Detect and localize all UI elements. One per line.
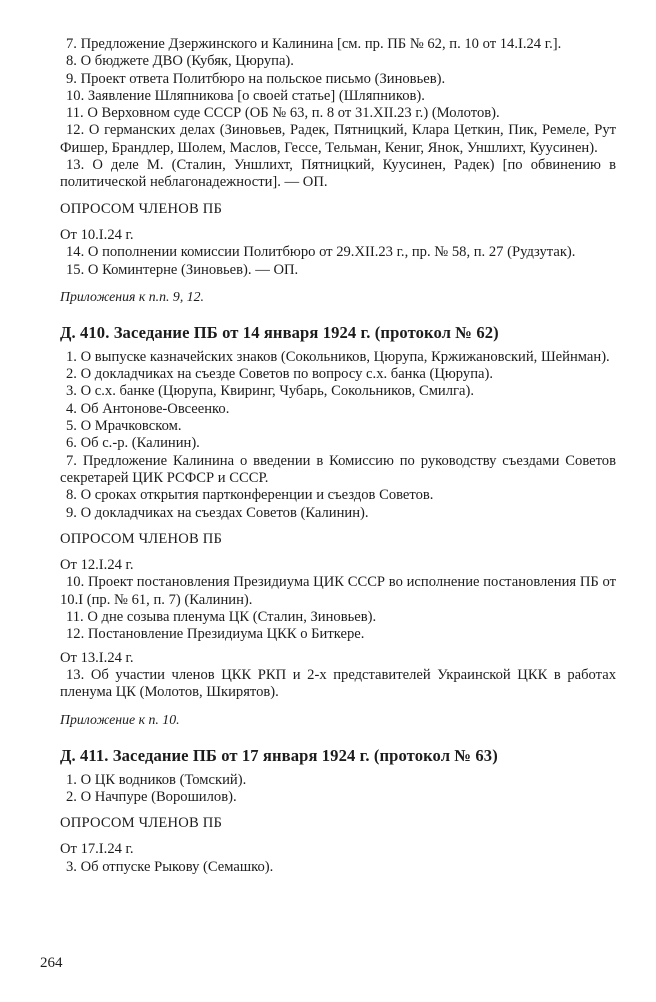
- page-body: [60, 36, 616, 876]
- list-item: 3. О с.х. банке (Цюрупа, Квиринг, Чубарь, Сокольников, Смилга).: [66, 383, 474, 400]
- list-item: 9. О докладчиках на съездах Советов (Калинин).: [66, 504, 369, 521]
- section-heading-d411: Д. 411. Заседание ПБ от 17 января 1924 г. (протокол № 63): [60, 745, 498, 765]
- list-item: 8. О сроках открытия партконференции и съездов Советов.: [66, 487, 434, 504]
- list-item: 1. О выпуске казначейских знаков (Сокольников, Цюрупа, Кржижановский, Шейнман).: [66, 348, 610, 365]
- list-item: 14. О пополнении комиссии Политбюро от 29.XII.23 г., пр. № 58, п. 27 (Рудзутак).: [66, 244, 576, 261]
- appendix-note: Приложение к п. 10.: [60, 711, 180, 727]
- list-item: 11. О Верховном суде СССР (ОБ № 63, п. 8 от 31.XII.23 г.) (Молотов).: [66, 105, 500, 122]
- list-item: 8. О бюджете ДВО (Кубяк, Цюрупа).: [66, 53, 294, 70]
- poll-date: От 17.I.24 г.: [60, 841, 134, 858]
- list-item: 12. О германских делах (Зиновьев, Радек, Пятницкий, Клара Цеткин, Пик, Ремеле, Рут Фишер, Брандлер, Шолем, Маслов, Гессе, Тельман, Кениг, Янок, Уншлихт, Куусинен).: [60, 122, 616, 156]
- list-item: 7. Предложение Дзержинского и Калинина [см. пр. ПБ № 62, п. 10 от 14.I.24 г.].: [66, 36, 562, 52]
- poll-date: От 13.I.24 г.: [60, 649, 134, 666]
- list-item: 2. О Начпуре (Ворошилов).: [66, 788, 237, 805]
- poll-heading: ОПРОСОМ ЧЛЕНОВ ПБ: [60, 530, 223, 547]
- list-item: 10. Проект постановления Президиума ЦИК СССР во исполнение постановления ПБ от 10.I (пр. № 61, п. 7) (Калинин).: [60, 574, 616, 608]
- list-item: 13. Об участии членов ЦКК РКП и 2-х представителей Украинской ЦКК в работах пленума ЦК (Молотов, Шкирятов).: [60, 666, 616, 701]
- poll-heading: ОПРОСОМ ЧЛЕНОВ ПБ: [60, 200, 223, 217]
- page-number: 264: [40, 955, 63, 971]
- list-item: 12. Постановление Президиума ЦКК о Биткере.: [66, 626, 365, 643]
- poll-date: От 10.I.24 г.: [60, 226, 134, 243]
- list-item: 11. О дне созыва пленума ЦК (Сталин, Зиновьев).: [66, 609, 377, 626]
- list-item: 6. Об с.-р. (Калинин).: [66, 435, 200, 452]
- list-item: 10. Заявление Шляпникова [о своей статье] (Шляпников).: [66, 87, 425, 104]
- section-heading-d410: Д. 410. Заседание ПБ от 14 января 1924 г. (протокол № 62): [60, 322, 499, 342]
- poll-heading: ОПРОСОМ ЧЛЕНОВ ПБ: [60, 815, 223, 832]
- list-item: 9. Проект ответа Политбюро на польское письмо (Зиновьев).: [66, 70, 446, 87]
- list-item: 1. О ЦК водников (Томский).: [66, 771, 247, 788]
- list-item: 7. Предложение Калинина о введении в Комиссию по руководству съездами Советов секретарей ЦИК РСФСР и СССР.: [60, 452, 616, 486]
- list-item: 13. О деле М. (Сталин, Уншлихт, Пятницкий, Куусинен, Радек) [по обвинению в политической неблагонадежности]. — ОП.: [60, 157, 616, 191]
- list-item: 15. О Коминтерне (Зиновьев). — ОП.: [66, 261, 299, 278]
- list-item: 2. О докладчиках на съезде Советов по вопросу с.х. банка (Цюрупа).: [66, 366, 493, 383]
- poll-date: От 12.I.24 г.: [60, 557, 134, 574]
- list-item: 4. Об Антонове-Овсеенко.: [66, 400, 230, 417]
- appendix-note: Приложения к п.п. 9, 12.: [60, 288, 204, 304]
- list-item: 5. О Мрачковском.: [66, 418, 182, 435]
- list-item: 3. Об отпуске Рыкову (Семашко).: [66, 858, 274, 875]
